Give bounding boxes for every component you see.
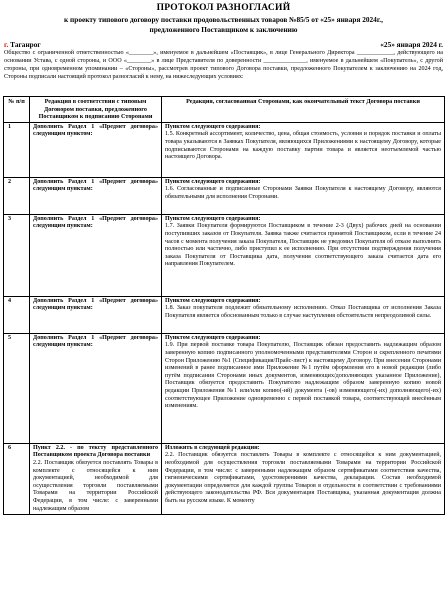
row-original: Дополнить Раздел 1 «Предмет договора» следующим пунктом:	[30, 122, 162, 177]
agreed-head: Пунктом следующего содержания:	[165, 178, 261, 185]
row-original: Дополнить Раздел 1 «Предмет договора» следующим пунктам:	[30, 296, 162, 333]
header-agreed: Редакция, согласованная Сторонами, как окончательный текст Договора поставки	[162, 97, 445, 123]
agreed-head: Пунктом следующего содержания:	[165, 334, 261, 341]
row-num: 3	[4, 214, 30, 296]
agreed-text: 2.2. Поставщик обязуется поставлять Товары в комплекте с относящейся к ним документацией, необходимой для осуществления торговли поставляемыми Товарами на территории Российской Федерации, в том числе: с заверенными надлежащим образом сертификатами соответствия качества, гигиеническими сертификатами, удостоверениями качества, декларации. Состав необходимой документации определяется для каждой группы Товаров в отдельности в соответствии с требованиями действующего законодательства РФ. Вся документация Поставщика, указанная документация должна быть на русском языке. К моменту	[165, 452, 441, 504]
original-head: Пункт 2.2. - по тексту представленного Поставщиком проекта Договора поставки	[33, 444, 158, 459]
document-date: «25» января 2024 г.	[380, 40, 443, 49]
city-date-line	[4, 40, 443, 50]
city-name: Таганрог	[10, 40, 41, 49]
agreed-head: Пунктом следующего содержания:	[165, 215, 261, 222]
original-text: 2.2. Поставщик обязуется поставлять Товары в комплекте с относящейся к ним документацией, необходимой для осуществления торговли поставляемыми Товарами на территории Российской Федерации, в том числе: с заверенными надлежащим образом	[33, 459, 158, 512]
agreed-text: 1.7. Заявки Покупателя формируются Поставщиком в течение 2-3 (Двух) рабочих дней на основании поступивших заказов от Покупателя. Заявка также считается принятой Поставщиком, если в течение 24 часов с момента получения заказа Покупателя, Поставщик не уведомил Покупателя об отказе выполнить полностью или частично, либо приступил к ее исполнению. При отсутствии подтверждения получения заказа Покупателя от Поставщика дата, получения соответствующего заказа считается дата его направления Покупателем.	[165, 223, 441, 268]
agreed-head: Пунктом следующего содержания:	[165, 123, 261, 130]
table-header-row	[4, 97, 445, 123]
header-original: Редакция в соответствии с типовым Договором поставки, предложенного Поставщиком к подписанию Сторонами	[30, 97, 162, 123]
agreed-text: 1.8. Заказ покупателя подлежит обязательному исполнению. Отказ Поставщика от исполнения Заказа Покупателя является обоснованным только в случае наступления обстоятельств непреодолимой силы.	[165, 305, 441, 319]
row-num: 4	[4, 296, 30, 333]
agreed-head: Изложить в следующей редакции:	[165, 444, 260, 451]
document-subtitle-2: предложенного Поставщиком к заключению	[149, 25, 298, 34]
table-row	[4, 443, 445, 514]
agreed-text: 1.6. Согласованные и подписанные Сторонами Заявки Покупателя к настоящему Договору, являются обязательными для исполнения Сторонами.	[165, 186, 441, 200]
row-agreed	[162, 443, 445, 514]
document-title: ПРОТОКОЛ РАЗНОГЛАСИЙ	[156, 3, 291, 13]
row-original	[30, 443, 162, 514]
row-num: 6	[4, 443, 30, 514]
row-agreed	[162, 177, 445, 214]
row-original: Дополнить Раздел 1 «Предмет договора» следующим пунктам:	[30, 177, 162, 214]
row-original: Дополнить Раздел 1 «Предмет договора» следующим пунктам:	[30, 214, 162, 296]
row-agreed	[162, 122, 445, 177]
agreed-text: 1.9. При первой поставке товара Покупателю, Поставщик обязан предоставить надлежащим образом заверенную копию подписанного уполномоченными представителями Сторон и скрепленного печатями Сторон Приложению №1 (Спецификация/Прайс-лист) к настоящему Договору. При внесении Сторонами изменений в ранее подписанное ими Приложение №1 путём оформления его в новой редакции (либо путём подписания Сторонами иных документов, изменяющих/дополняющих указанное Приложение), Поставщик обязуется предоставить Покупателю надлежащим образом заверенную копию новой редакции Приложения №1 или/или копию(-ий) документа (-ов) изменяющего(-их) дополняющего(-их) соответствующее Приложение одновременно с первой поставкой товара, соответствующей внесённым изменениям.	[165, 342, 441, 410]
row-original: Дополнить Раздел 1 «Предмет договора» следующим пунктам:	[30, 333, 162, 443]
city-block	[4, 40, 41, 49]
agreed-text: 1.5. Конкретный ассортимент, количество, цена, общая стоимость, условия и порядок поставки и оплаты товара указываются в Заявках Покупателя, являющихся Приложениями к настоящему Договору, которые подписываются Сторонами на каждую поставку партии товара и является неотъемлемой частью настоящего Договора.	[165, 131, 441, 161]
agreed-head: Пунктом следующего содержания:	[165, 297, 261, 304]
row-agreed	[162, 214, 445, 296]
row-agreed	[162, 333, 445, 443]
table-row	[4, 333, 445, 443]
table-row	[4, 122, 445, 177]
table-row	[4, 296, 445, 333]
table-row	[4, 214, 445, 296]
document-subtitle: к проекту типового договору поставки продовольственных товаров №85/5 от «25» января 2024г.,	[64, 15, 383, 24]
table-row	[4, 177, 445, 214]
header-num: № п/п	[4, 97, 30, 123]
row-num: 2	[4, 177, 30, 214]
disagreements-table	[3, 96, 445, 515]
row-agreed	[162, 296, 445, 333]
city-mark: г.	[4, 40, 9, 49]
row-num: 5	[4, 333, 30, 443]
row-num: 1	[4, 122, 30, 177]
intro-paragraph: Общество с ограниченной ответственностью «________», именуемое в дальнейшем «Поставщик», в лице Генерального Директора ____________, действующего на основании Устава, с одной стороны, и ООО «________» в лице Представителя по доверенности ______________, именуемое в дальнейшем «Покупатель», с другой стороны, при одновременном упоминании – «Стороны», рассмотрев проект типового Договора поставки, предложенного Покупателем к заключению на 2024 год, Стороны подписали настоящий протокол разногласий к нему, на нижеследующих условиях:	[4, 50, 443, 80]
